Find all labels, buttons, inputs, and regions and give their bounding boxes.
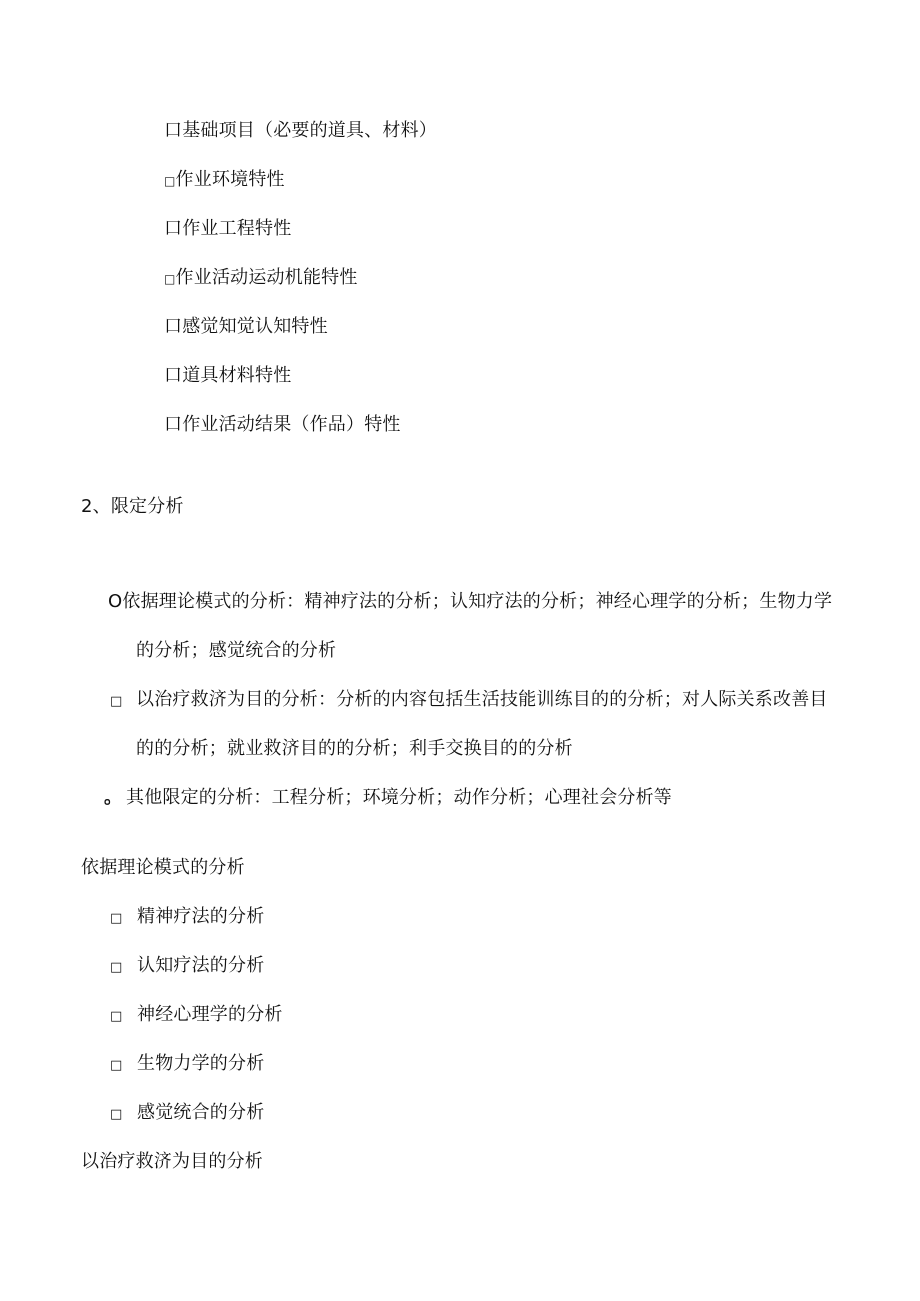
box-marker: □ [164, 174, 176, 188]
box-marker: □ [110, 1009, 123, 1024]
theory-item [110, 954, 264, 980]
box-marker: □ [164, 272, 176, 286]
checklist-item [164, 364, 291, 388]
checklist-item [164, 315, 328, 339]
theory-item [110, 905, 264, 931]
analysis-item-text: 以治疗救济为目的分析：分析的内容包括生活技能训练目的的分析；对人际关系改善目 [136, 689, 828, 710]
box-marker: □ [110, 960, 123, 975]
box-marker: □ [110, 694, 123, 709]
dot-marker: 。 [104, 787, 123, 808]
box-marker: □ [110, 1058, 123, 1073]
box-marker: 口 [164, 218, 183, 239]
analysis-item-text: 依据理论模式的分析：精神疗法的分析；认知疗法的分析；神经心理学的分析；生物力学 [122, 591, 833, 612]
subsection-heading: 依据理论模式的分析 [81, 857, 245, 878]
box-marker: □ [110, 1107, 123, 1122]
box-marker: 口 [164, 120, 183, 141]
circle-marker: O [108, 591, 123, 612]
checklist-item-text: 作业工程特性 [182, 218, 292, 239]
checklist-item-text: 道具材料特性 [182, 365, 292, 386]
analysis-item [110, 688, 828, 714]
checklist-item [164, 217, 291, 241]
analysis-item [108, 590, 832, 614]
theory-item [110, 1052, 264, 1078]
box-marker: 口 [164, 365, 183, 386]
subsection-heading: 以治疗救济为目的分析 [81, 1151, 263, 1172]
analysis-item-continuation: 的分析；感觉统合的分析 [136, 640, 337, 661]
theory-item [110, 1003, 283, 1029]
checklist-item [164, 119, 437, 143]
checklist-item [164, 266, 358, 291]
theory-item [110, 1101, 264, 1127]
theory-item-text: 生物力学的分析 [137, 1053, 265, 1074]
checklist-item-text: 作业活动结果（作品）特性 [182, 414, 401, 435]
checklist-item [164, 168, 285, 193]
box-marker: 口 [164, 316, 183, 337]
checklist-item [164, 413, 401, 437]
analysis-item-text: 其他限定的分析：工程分析；环境分析；动作分析；心理社会分析等 [126, 787, 672, 808]
theory-item-text: 精神疗法的分析 [137, 906, 265, 927]
analysis-item [104, 786, 672, 810]
theory-item-text: 神经心理学的分析 [137, 1004, 283, 1025]
checklist-item-text: 作业环境特性 [175, 169, 285, 190]
checklist-item-text: 作业活动运动机能特性 [175, 267, 358, 288]
section-heading: 2、限定分析 [81, 496, 184, 517]
theory-item-text: 认知疗法的分析 [137, 955, 265, 976]
checklist-item-text: 感觉知觉认知特性 [182, 316, 328, 337]
checklist-item-text: 基础项目（必要的道具、材料） [182, 120, 438, 141]
box-marker: 口 [164, 414, 183, 435]
theory-item-text: 感觉统合的分析 [137, 1102, 265, 1123]
analysis-item-continuation: 的的分析；就业救济目的的分析；利手交换目的的分析 [136, 738, 573, 759]
box-marker: □ [110, 911, 123, 926]
